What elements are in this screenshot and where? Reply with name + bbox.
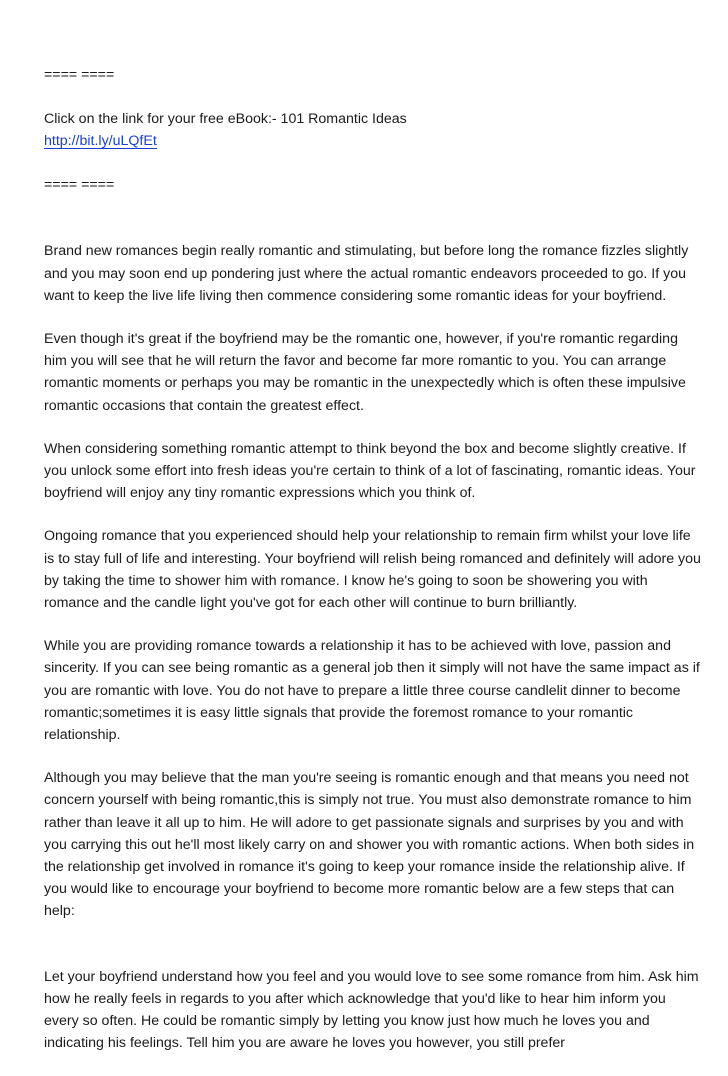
paragraph-4: Ongoing romance that you experienced should help your relationship to remain firm whilst your love life is to stay full of life and interesting. Your boyfriend will relish being romanced and definitely will adore you by taking the time to shower him with romance. I know he's going to soon be showering you with romance and the candle light you've got for each other will continue to burn brilliantly. [44, 528, 701, 612]
article-body [44, 240, 704, 1054]
paragraph-5: While you are providing romance towards a relationship it has to be achieved with love, passion and sincerity. If you can see being romantic as a general job then it simply will not have the same impact as if you are romantic with love. You do not have to prepare a little three course candlelit dinner to become romantic;sometimes it is easy little signals that provide the foremost romance to your romantic relationship. [44, 638, 700, 744]
promo-link-line [44, 130, 704, 152]
separator-bottom: ==== ==== [44, 177, 115, 194]
document-page [44, 64, 704, 1076]
paragraph-3: When considering something romantic attempt to think beyond the box and become slightly creative. If you unlock some effort into fresh ideas you're certain to think of a lot of fascinating, romantic ideas. Your boyfriend will enjoy any tiny romantic expressions which you think of. [44, 440, 696, 502]
separator-top: ==== ==== [44, 67, 115, 83]
paragraph-1: Brand new romances begin really romantic and stimulating, but before long the romance fizzles slightly and you may soon end up pondering just where the actual romantic endeavors proceeded to go. If you want to keep the live life living then commence considering some romantic ideas for your boyfriend. [44, 243, 689, 304]
promo-text: Click on the link for your free eBook:- 101 Romantic Ideas [44, 111, 407, 127]
paragraph-2: Even though it's great if the boyfriend may be the romantic one, however, if you're romantic regarding him you will see that he will return the favor and become far more romantic to you. You can arrange romantic moments or perhaps you may be romantic in the unexpectedly which is often these impulsive romantic occasions that contain the greatest effect. [44, 331, 686, 414]
ebook-link[interactable]: http://bit.ly/uLQfEt [44, 133, 157, 150]
paragraph-6: Although you may believe that the man you're seeing is romantic enough and that means you need not concern yourself with being romantic,this is simply not true. You must also demonstrate romance to him rather than leave it all up to him. He will adore to get passionate signals and surprises by you and with you carrying this out he'll most likely carry on and shower you with romantic actions. When both sides in the relationship get involved in romance it's going to keep your romance inside the relationship alive. If you would like to encourage your boyfriend to become more romantic below are a few steps that can help: [44, 770, 695, 920]
paragraph-7: Let your boyfriend understand how you feel and you would love to see some romance from him. Ask him how he really feels in regards to you after which acknowledge that you'd like to hear him inform you every so often. He could be romantic simply by letting you know just how much he loves you and indicating his feelings. Tell him you are aware he loves you however, you still prefer [44, 968, 699, 1052]
promo-block [44, 108, 704, 152]
